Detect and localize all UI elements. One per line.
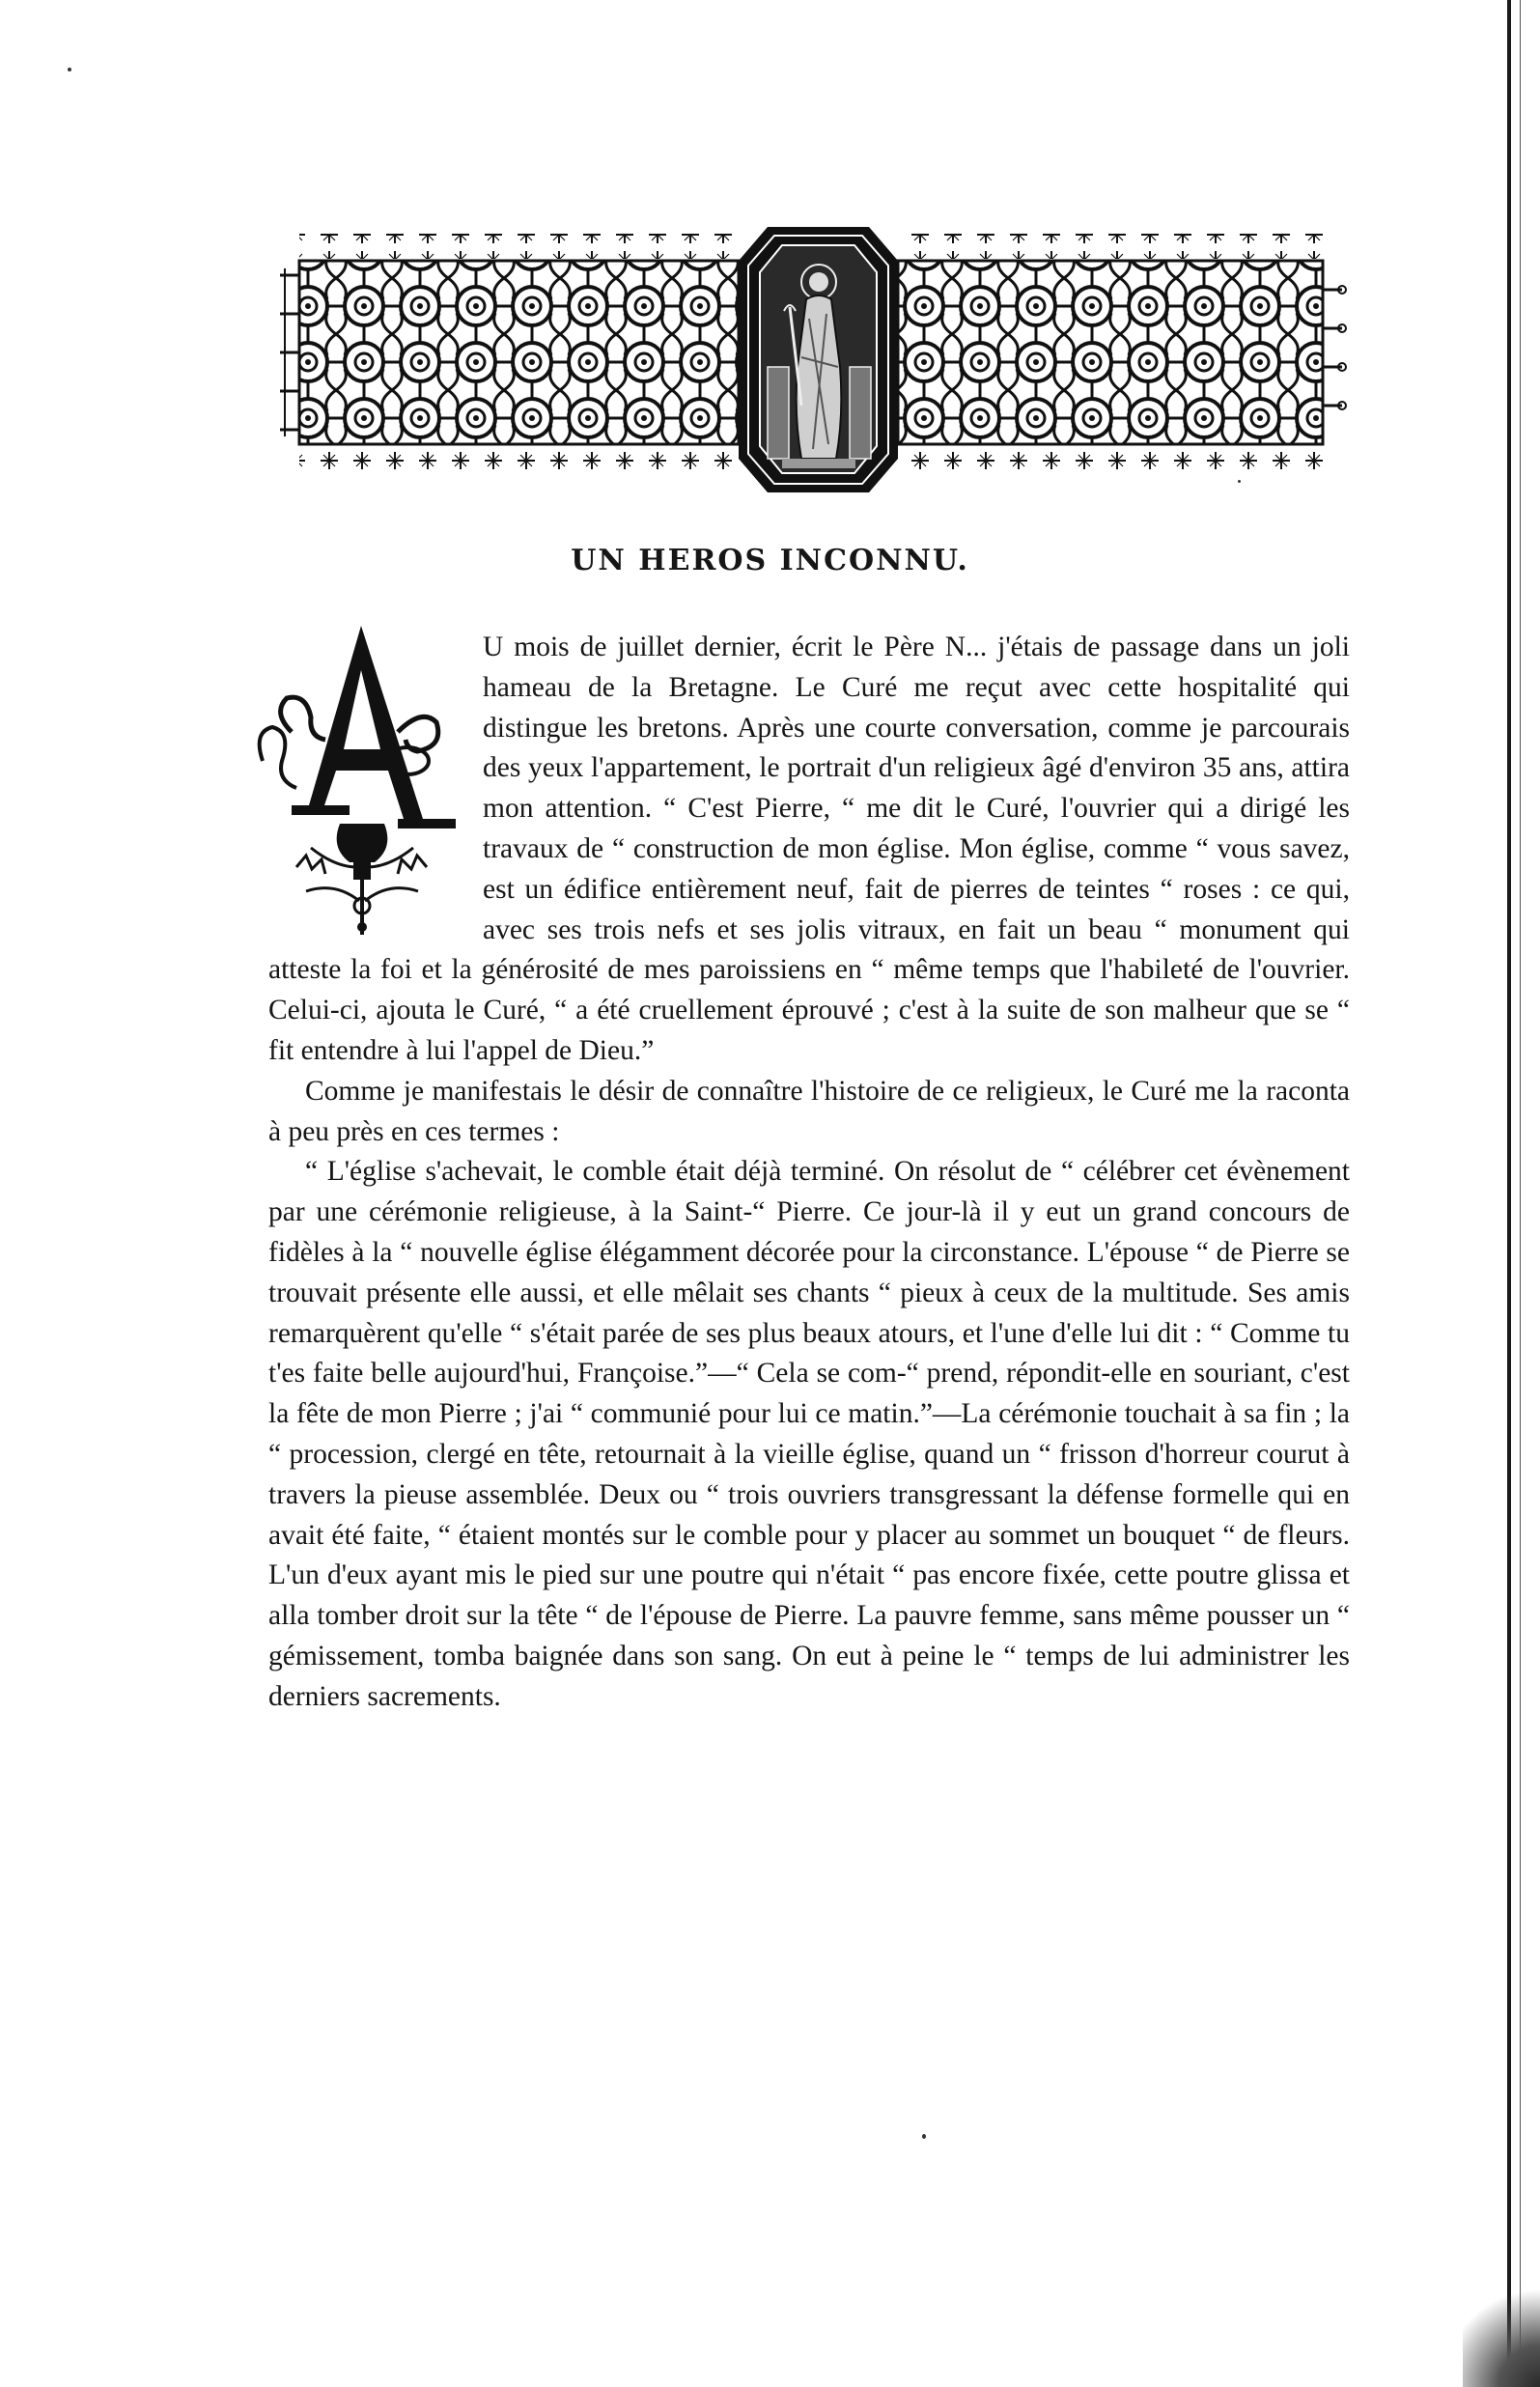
dropcap-letter: A: [253, 626, 254, 627]
speck: [922, 2134, 926, 2139]
paragraph-2: Comme je manifestais le désir de connaître l'histoire de ce religieux, le Curé me la raconta à peu près en ces termes :: [268, 1075, 1350, 1147]
paragraph-1: U mois de juillet dernier, écrit le Père N... j'étais de passage dans un joli hameau de la Bretagne. Le Curé me reçut avec cette hospitalité qui distingue les bretons. Après une courte conversation, comme je parcourais des yeux l'appartement, le portrait d'un religieux âgé d'environ 35 ans, attira mon attention. “ C'est Pierre, “ me dit le Curé, l'ouvrier qui a dirigé les travaux de “ construction de mon église. Mon église, comme “ vous savez, est un édifice entièrement neuf, fait de pierres de teintes “ roses : ce qui, avec ses trois nefs et ses jolis vitraux, en fait un beau “ monument qui atteste la foi et la générosité de mes paroissiens en “ même temps que l'habileté de l'ouvrier. Celui-ci, ajouta le Curé, “ a été cruellement éprouvé ; c'est à la suite de son malheur que se “ fit entendre à lui l'appel de Dieu.”: [268, 632, 1350, 1066]
ornamental-headpiece-with-saint-icon: [280, 222, 1347, 497]
paragraph-3: “ L'église s'achevait, le comble était déjà terminé. On résolut de “ célébrer cet évènement par une cérémonie religieuse, à la Saint-“ Pierre. Ce jour-là il y eut un grand concours de fidèles à la “ nouvelle église élégamment décorée pour la circonstance. L'épouse “ de Pierre se trouvait présente elle aussi, et elle mêlait ses chants “ pieux à ceux de la multitude. Ses amis remarquèrent qu'elle “ s'était parée de ses plus beaux atours, et l'une d'elle lui dit : “ Comme tu t'es faite belle aujourd'hui, Françoise.”—“ Cela se com-“ prend, répondit-elle en souriant, c'est la fête de mon Pierre ; j'ai “ communié pour lui ce matin.”—La cérémonie touchait à sa fin ; la “ procession, clergé en tête, retournait à la vieille église, quand un “ frisson d'horreur courut à travers la pieuse assemblée. Deux ou “ trois ouvriers transgressant la défense formelle qui en avait été faite, “ étaient montés sur le comble pour y placer au sommet un bouquet “ de fleurs. L'un d'eux ayant mis le pied sur une poutre qui n'était “ pas encore fixée, cette poutre glissa et alla tomber droit sur la tête “ de l'épouse de Pierre. La pauvre femme, sans même pousser un “ gémissement, tomba baignée dans son sang. On eut à peine le “ temps de lui administrer les derniers sacrements.: [268, 1156, 1350, 1712]
page-edge: [1507, 0, 1511, 2387]
body-text: [253, 626, 1350, 1718]
page-corner-shadow: [1463, 2271, 1540, 2387]
chapter-title: UN HEROS INCONNU.: [571, 544, 969, 577]
ornamented-dropcap-icon: [253, 626, 467, 937]
speck: [68, 68, 71, 71]
page-edge-line: [1520, 0, 1521, 2387]
